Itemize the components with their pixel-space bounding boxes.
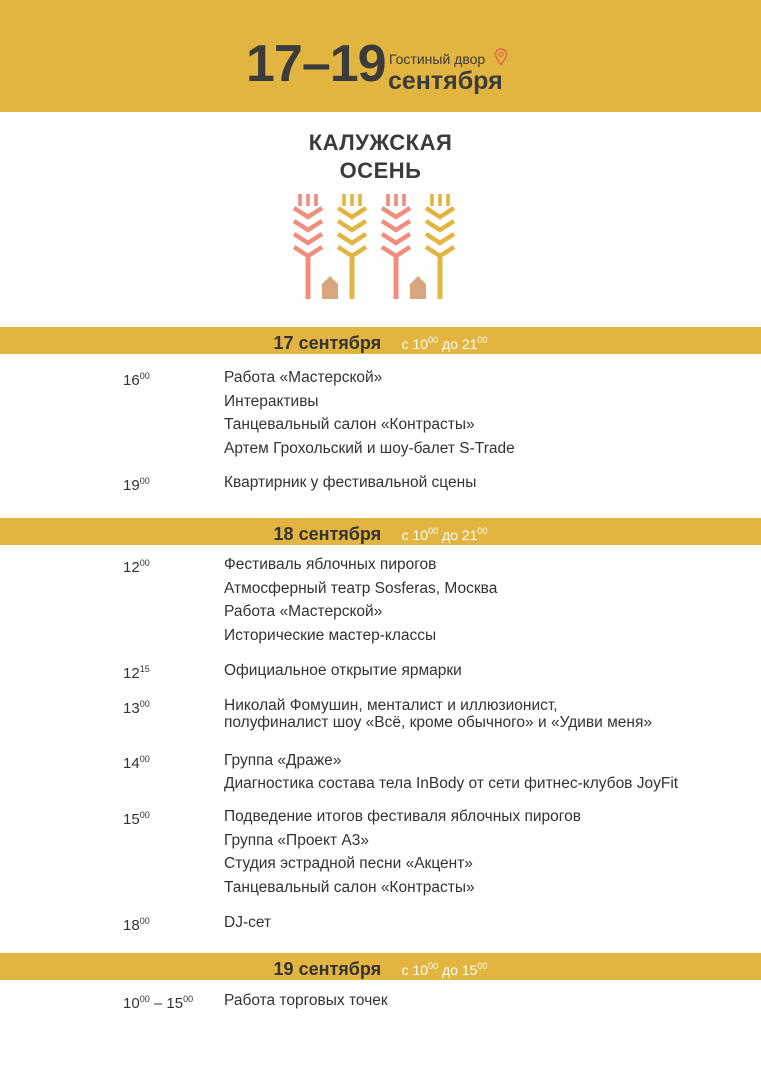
- day-header-17: [0, 327, 761, 354]
- time-slot: $14^{00}$: [123, 754, 150, 772]
- time-slot: $13^{00}$: [123, 699, 150, 717]
- wheat-ear-icon: [338, 194, 366, 299]
- event-item: Танцевальный салон «Контрасты»: [224, 879, 475, 896]
- wheat-ear-icon: [426, 194, 454, 299]
- event-item: Подведение итогов фестиваля яблочных пирогов: [224, 808, 581, 825]
- day-hours: с $10^{00}$ до $15^{00}$: [401, 961, 488, 978]
- event-item: Артем Грохольский и шоу-балет S-Trade: [224, 440, 515, 457]
- time-slot: $12^{00}$: [123, 558, 150, 576]
- event-item: Работа «Мастерской»: [224, 369, 383, 386]
- location-pin-icon: [494, 48, 508, 66]
- day-header-19: [0, 953, 761, 980]
- event-item: Фестиваль яблочных пирогов: [224, 556, 437, 573]
- time-slot: $12^{15}$: [123, 664, 150, 682]
- house-left: [322, 276, 338, 299]
- time-slot: $16^{00}$: [123, 371, 150, 389]
- date-range: 17–19: [246, 35, 386, 93]
- event-item: Работа торговых точек: [224, 992, 388, 1009]
- event-item: Интерактивы: [224, 393, 319, 410]
- event-item: Исторические мастер-классы: [224, 627, 437, 644]
- event-item: полуфиналист шоу «Всё, кроме обычного» и «Удиви меня»: [224, 714, 652, 731]
- event-item: Танцевальный салон «Контрасты»: [224, 416, 475, 433]
- festival-title-line1: КАЛУЖСКАЯ: [308, 130, 453, 155]
- event-item: Работа «Мастерской»: [224, 603, 383, 620]
- event-item: Квартирник у фестивальной сцены: [224, 474, 477, 491]
- wheat-ear-icon: [294, 194, 322, 299]
- house-right: [410, 276, 426, 299]
- event-item: Диагностика состава тела InBody от сети фитнес-клубов JoyFit: [224, 775, 679, 792]
- event-item: DJ-сет: [224, 914, 272, 931]
- time-slot: $18^{00}$: [123, 916, 150, 934]
- time-slot: $15^{00}$: [123, 810, 150, 828]
- month-label: сентября: [388, 67, 503, 95]
- header-band: [0, 0, 761, 112]
- day-date: 19 сентября: [273, 959, 382, 979]
- time-slot: $19^{00}$: [123, 476, 150, 494]
- time-slot: $10^{00} - 15^{00}$: [123, 994, 194, 1012]
- event-item: Официальное открытие ярмарки: [224, 662, 462, 679]
- event-item: Группа «Драже»: [224, 752, 342, 769]
- event-item: Группа «Проект А3»: [224, 832, 369, 849]
- event-item: Атмосферный театр Sosferas, Москва: [224, 580, 498, 597]
- event-item: Студия эстрадной песни «Акцент»: [224, 855, 473, 872]
- day-header-18: [0, 518, 761, 545]
- event-item: Николай Фомушин, менталист и иллюзионист,: [224, 697, 558, 714]
- festival-title-line2: ОСЕНЬ: [339, 158, 422, 183]
- day-hours: с $10^{00}$ до $21^{00}$: [401, 526, 488, 543]
- venue-label: Гостиный двор: [389, 51, 486, 67]
- day-date: 17 сентября: [273, 333, 382, 353]
- day-hours: с $10^{00}$ до $21^{00}$: [401, 335, 488, 352]
- wheat-logo: [286, 192, 464, 300]
- wheat-ear-icon: [382, 194, 410, 299]
- day-date: 18 сентября: [273, 524, 382, 544]
